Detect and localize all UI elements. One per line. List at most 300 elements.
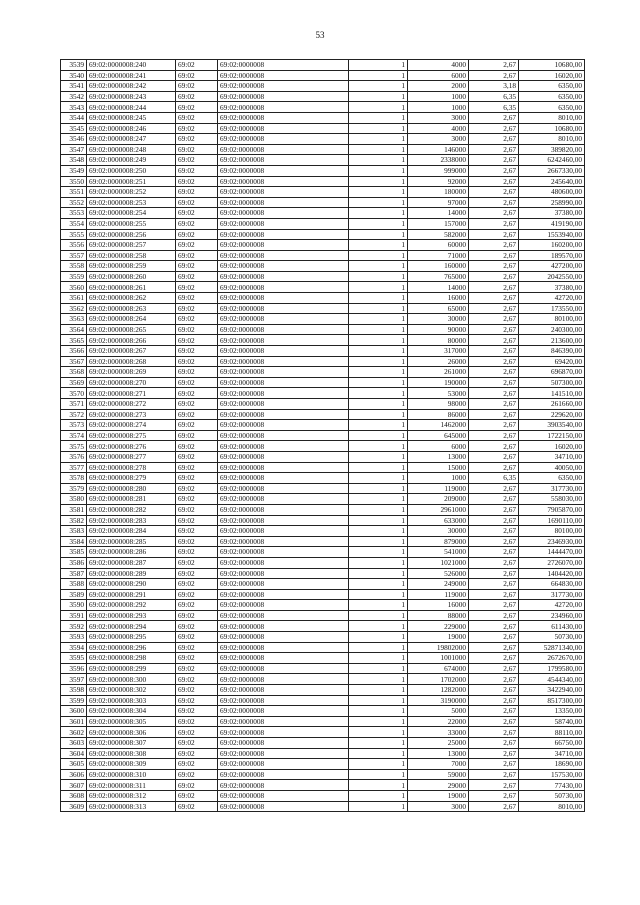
cadastral-value-cell: 696870,00 xyxy=(519,367,585,378)
row-number-cell: 3600 xyxy=(61,706,87,717)
district-code-cell: 69:02 xyxy=(176,674,218,685)
cadastral-value-cell: 480600,00 xyxy=(519,187,585,198)
quarter-number-cell: 69:02:0000008 xyxy=(218,229,349,240)
quarter-number-cell: 69:02:0000008 xyxy=(218,102,349,113)
area-cell: 19000 xyxy=(408,632,469,643)
table-row xyxy=(61,356,585,367)
district-code-cell: 69:02 xyxy=(176,515,218,526)
quarter-number-cell: 69:02:0000008 xyxy=(218,314,349,325)
count-cell: 1 xyxy=(349,282,408,293)
specific-value-cell: 2,67 xyxy=(469,568,519,579)
cadastral-number-cell: 69:02:0000008:245 xyxy=(87,112,176,123)
cadastral-number-cell: 69:02:0000008:308 xyxy=(87,748,176,759)
table-row xyxy=(61,441,585,452)
count-cell: 1 xyxy=(349,102,408,113)
cadastral-number-cell: 69:02:0000008:250 xyxy=(87,165,176,176)
specific-value-cell: 2,67 xyxy=(469,621,519,632)
district-code-cell: 69:02 xyxy=(176,367,218,378)
cadastral-number-cell: 69:02:0000008:262 xyxy=(87,293,176,304)
cadastral-value-cell: 4544340,00 xyxy=(519,674,585,685)
cadastral-number-cell: 69:02:0000008:243 xyxy=(87,91,176,102)
area-cell: 2000 xyxy=(408,81,469,92)
count-cell: 1 xyxy=(349,515,408,526)
quarter-number-cell: 69:02:0000008 xyxy=(218,91,349,102)
specific-value-cell: 2,67 xyxy=(469,165,519,176)
area-cell: 65000 xyxy=(408,303,469,314)
quarter-number-cell: 69:02:0000008 xyxy=(218,261,349,272)
area-cell: 86000 xyxy=(408,409,469,420)
page-number: 53 xyxy=(315,30,325,40)
district-code-cell: 69:02 xyxy=(176,303,218,314)
count-cell: 1 xyxy=(349,727,408,738)
specific-value-cell: 2,67 xyxy=(469,462,519,473)
quarter-number-cell: 69:02:0000008 xyxy=(218,621,349,632)
cadastral-number-cell: 69:02:0000008:241 xyxy=(87,70,176,81)
area-cell: 90000 xyxy=(408,324,469,335)
cadastral-value-cell: 42720,00 xyxy=(519,600,585,611)
cadastral-value-cell: 664830,00 xyxy=(519,579,585,590)
quarter-number-cell: 69:02:0000008 xyxy=(218,801,349,812)
specific-value-cell: 2,67 xyxy=(469,600,519,611)
cadastral-number-cell: 69:02:0000008:261 xyxy=(87,282,176,293)
district-code-cell: 69:02 xyxy=(176,240,218,251)
cadastral-value-cell: 6242460,00 xyxy=(519,155,585,166)
quarter-number-cell: 69:02:0000008 xyxy=(218,706,349,717)
area-cell: 13000 xyxy=(408,748,469,759)
area-cell: 2961000 xyxy=(408,504,469,515)
cadastral-number-cell: 69:02:0000008:310 xyxy=(87,769,176,780)
table-row xyxy=(61,144,585,155)
row-number-cell: 3595 xyxy=(61,653,87,664)
count-cell: 1 xyxy=(349,780,408,791)
area-cell: 16000 xyxy=(408,600,469,611)
specific-value-cell: 2,67 xyxy=(469,303,519,314)
quarter-number-cell: 69:02:0000008 xyxy=(218,356,349,367)
district-code-cell: 69:02 xyxy=(176,91,218,102)
area-cell: 146000 xyxy=(408,144,469,155)
specific-value-cell: 2,67 xyxy=(469,409,519,420)
cadastral-value-cell: 240300,00 xyxy=(519,324,585,335)
area-cell: 4000 xyxy=(408,123,469,134)
count-cell: 1 xyxy=(349,91,408,102)
cadastral-number-cell: 69:02:0000008:305 xyxy=(87,716,176,727)
row-number-cell: 3607 xyxy=(61,780,87,791)
specific-value-cell: 2,67 xyxy=(469,123,519,134)
district-code-cell: 69:02 xyxy=(176,451,218,462)
quarter-number-cell: 69:02:0000008 xyxy=(218,632,349,643)
specific-value-cell: 6,35 xyxy=(469,102,519,113)
cadastral-number-cell: 69:02:0000008:266 xyxy=(87,335,176,346)
cadastral-value-cell: 16020,00 xyxy=(519,70,585,81)
cadastral-number-cell: 69:02:0000008:255 xyxy=(87,218,176,229)
area-cell: 249000 xyxy=(408,579,469,590)
specific-value-cell: 2,67 xyxy=(469,579,519,590)
specific-value-cell: 2,67 xyxy=(469,441,519,452)
row-number-cell: 3564 xyxy=(61,324,87,335)
area-cell: 180000 xyxy=(408,187,469,198)
district-code-cell: 69:02 xyxy=(176,430,218,441)
cadastral-number-cell: 69:02:0000008:247 xyxy=(87,134,176,145)
table-row xyxy=(61,430,585,441)
area-cell: 59000 xyxy=(408,769,469,780)
district-code-cell: 69:02 xyxy=(176,738,218,749)
cadastral-value-cell: 389820,00 xyxy=(519,144,585,155)
district-code-cell: 69:02 xyxy=(176,420,218,431)
specific-value-cell: 2,67 xyxy=(469,430,519,441)
table-row xyxy=(61,240,585,251)
cadastral-value-cell: 50730,00 xyxy=(519,790,585,801)
quarter-number-cell: 69:02:0000008 xyxy=(218,399,349,410)
row-number-cell: 3571 xyxy=(61,399,87,410)
table-row xyxy=(61,261,585,272)
count-cell: 1 xyxy=(349,399,408,410)
cadastral-number-cell: 69:02:0000008:292 xyxy=(87,600,176,611)
table-row xyxy=(61,695,585,706)
district-code-cell: 69:02 xyxy=(176,409,218,420)
district-code-cell: 69:02 xyxy=(176,70,218,81)
count-cell: 1 xyxy=(349,473,408,484)
cadastral-value-cell: 1722150,00 xyxy=(519,430,585,441)
cadastral-number-cell: 69:02:0000008:295 xyxy=(87,632,176,643)
cadastral-number-cell: 69:02:0000008:271 xyxy=(87,388,176,399)
cadastral-number-cell: 69:02:0000008:298 xyxy=(87,653,176,664)
cadastral-number-cell: 69:02:0000008:277 xyxy=(87,451,176,462)
count-cell: 1 xyxy=(349,346,408,357)
count-cell: 1 xyxy=(349,176,408,187)
row-number-cell: 3608 xyxy=(61,790,87,801)
table-row xyxy=(61,123,585,134)
table-row xyxy=(61,102,585,113)
count-cell: 1 xyxy=(349,123,408,134)
cadastral-number-cell: 69:02:0000008:294 xyxy=(87,621,176,632)
area-cell: 317000 xyxy=(408,346,469,357)
table-row xyxy=(61,399,585,410)
quarter-number-cell: 69:02:0000008 xyxy=(218,610,349,621)
specific-value-cell: 2,67 xyxy=(469,197,519,208)
district-code-cell: 69:02 xyxy=(176,536,218,547)
area-cell: 60000 xyxy=(408,240,469,251)
district-code-cell: 69:02 xyxy=(176,589,218,600)
cadastral-value-cell: 1553940,00 xyxy=(519,229,585,240)
area-cell: 119000 xyxy=(408,589,469,600)
row-number-cell: 3597 xyxy=(61,674,87,685)
cadastral-value-cell: 42720,00 xyxy=(519,293,585,304)
cadastral-value-cell: 229620,00 xyxy=(519,409,585,420)
count-cell: 1 xyxy=(349,81,408,92)
cadastral-number-cell: 69:02:0000008:296 xyxy=(87,642,176,653)
cadastral-number-cell: 69:02:0000008:276 xyxy=(87,441,176,452)
row-number-cell: 3540 xyxy=(61,70,87,81)
table-row xyxy=(61,706,585,717)
quarter-number-cell: 69:02:0000008 xyxy=(218,346,349,357)
area-cell: 1000 xyxy=(408,91,469,102)
district-code-cell: 69:02 xyxy=(176,790,218,801)
row-number-cell: 3548 xyxy=(61,155,87,166)
row-number-cell: 3580 xyxy=(61,494,87,505)
table-row xyxy=(61,335,585,346)
table-row xyxy=(61,346,585,357)
cadastral-number-cell: 69:02:0000008:268 xyxy=(87,356,176,367)
district-code-cell: 69:02 xyxy=(176,112,218,123)
cadastral-value-cell: 157530,00 xyxy=(519,769,585,780)
area-cell: 30000 xyxy=(408,314,469,325)
cadastral-value-cell: 69420,00 xyxy=(519,356,585,367)
district-code-cell: 69:02 xyxy=(176,610,218,621)
table-row xyxy=(61,462,585,473)
district-code-cell: 69:02 xyxy=(176,494,218,505)
cadastral-number-cell: 69:02:0000008:284 xyxy=(87,526,176,537)
district-code-cell: 69:02 xyxy=(176,123,218,134)
count-cell: 1 xyxy=(349,441,408,452)
cadastral-number-cell: 69:02:0000008:285 xyxy=(87,536,176,547)
row-number-cell: 3570 xyxy=(61,388,87,399)
cadastral-value-cell: 6350,00 xyxy=(519,473,585,484)
cadastral-value-cell: 6350,00 xyxy=(519,102,585,113)
row-number-cell: 3572 xyxy=(61,409,87,420)
cadastral-value-cell: 173550,00 xyxy=(519,303,585,314)
specific-value-cell: 2,67 xyxy=(469,250,519,261)
district-code-cell: 69:02 xyxy=(176,441,218,452)
count-cell: 1 xyxy=(349,165,408,176)
table-row xyxy=(61,293,585,304)
cadastral-value-cell: 245640,00 xyxy=(519,176,585,187)
district-code-cell: 69:02 xyxy=(176,557,218,568)
specific-value-cell: 2,67 xyxy=(469,674,519,685)
district-code-cell: 69:02 xyxy=(176,165,218,176)
table-row xyxy=(61,303,585,314)
cadastral-value-cell: 8010,00 xyxy=(519,134,585,145)
table-row xyxy=(61,589,585,600)
row-number-cell: 3578 xyxy=(61,473,87,484)
area-cell: 879000 xyxy=(408,536,469,547)
quarter-number-cell: 69:02:0000008 xyxy=(218,504,349,515)
quarter-number-cell: 69:02:0000008 xyxy=(218,790,349,801)
row-number-cell: 3604 xyxy=(61,748,87,759)
district-code-cell: 69:02 xyxy=(176,462,218,473)
count-cell: 1 xyxy=(349,653,408,664)
district-code-cell: 69:02 xyxy=(176,801,218,812)
cadastral-value-cell: 213600,00 xyxy=(519,335,585,346)
row-number-cell: 3539 xyxy=(61,60,87,71)
cadastral-number-cell: 69:02:0000008:259 xyxy=(87,261,176,272)
cadastral-number-cell: 69:02:0000008:244 xyxy=(87,102,176,113)
area-cell: 999000 xyxy=(408,165,469,176)
area-cell: 3190000 xyxy=(408,695,469,706)
district-code-cell: 69:02 xyxy=(176,727,218,738)
specific-value-cell: 2,67 xyxy=(469,176,519,187)
district-code-cell: 69:02 xyxy=(176,60,218,71)
area-cell: 541000 xyxy=(408,547,469,558)
quarter-number-cell: 69:02:0000008 xyxy=(218,218,349,229)
cadastral-number-cell: 69:02:0000008:287 xyxy=(87,557,176,568)
cadastral-value-cell: 2042550,00 xyxy=(519,271,585,282)
district-code-cell: 69:02 xyxy=(176,324,218,335)
table-row xyxy=(61,557,585,568)
cadastral-value-cell: 419190,00 xyxy=(519,218,585,229)
quarter-number-cell: 69:02:0000008 xyxy=(218,642,349,653)
count-cell: 1 xyxy=(349,568,408,579)
district-code-cell: 69:02 xyxy=(176,504,218,515)
area-cell: 119000 xyxy=(408,483,469,494)
count-cell: 1 xyxy=(349,716,408,727)
row-number-cell: 3567 xyxy=(61,356,87,367)
count-cell: 1 xyxy=(349,229,408,240)
table-row xyxy=(61,748,585,759)
cadastral-number-cell: 69:02:0000008:273 xyxy=(87,409,176,420)
district-code-cell: 69:02 xyxy=(176,663,218,674)
area-cell: 1000 xyxy=(408,102,469,113)
specific-value-cell: 2,67 xyxy=(469,420,519,431)
specific-value-cell: 2,67 xyxy=(469,642,519,653)
count-cell: 1 xyxy=(349,589,408,600)
area-cell: 674000 xyxy=(408,663,469,674)
row-number-cell: 3598 xyxy=(61,685,87,696)
specific-value-cell: 6,35 xyxy=(469,91,519,102)
quarter-number-cell: 69:02:0000008 xyxy=(218,780,349,791)
cadastral-number-cell: 69:02:0000008:264 xyxy=(87,314,176,325)
count-cell: 1 xyxy=(349,695,408,706)
quarter-number-cell: 69:02:0000008 xyxy=(218,293,349,304)
area-cell: 26000 xyxy=(408,356,469,367)
row-number-cell: 3593 xyxy=(61,632,87,643)
row-number-cell: 3605 xyxy=(61,759,87,770)
cadastral-value-cell: 258990,00 xyxy=(519,197,585,208)
cadastral-number-cell: 69:02:0000008:300 xyxy=(87,674,176,685)
count-cell: 1 xyxy=(349,388,408,399)
specific-value-cell: 2,67 xyxy=(469,451,519,462)
cadastral-value-cell: 1404420,00 xyxy=(519,568,585,579)
quarter-number-cell: 69:02:0000008 xyxy=(218,420,349,431)
cadastral-value-cell: 13350,00 xyxy=(519,706,585,717)
district-code-cell: 69:02 xyxy=(176,685,218,696)
specific-value-cell: 2,67 xyxy=(469,706,519,717)
area-cell: 1021000 xyxy=(408,557,469,568)
table-row xyxy=(61,60,585,71)
cadastral-value-cell: 80100,00 xyxy=(519,314,585,325)
area-cell: 5000 xyxy=(408,706,469,717)
cadastral-number-cell: 69:02:0000008:253 xyxy=(87,197,176,208)
row-number-cell: 3541 xyxy=(61,81,87,92)
cadastral-value-cell: 10680,00 xyxy=(519,60,585,71)
table-row xyxy=(61,377,585,388)
specific-value-cell: 2,67 xyxy=(469,504,519,515)
quarter-number-cell: 69:02:0000008 xyxy=(218,134,349,145)
table-row xyxy=(61,600,585,611)
count-cell: 1 xyxy=(349,377,408,388)
specific-value-cell: 2,67 xyxy=(469,547,519,558)
area-cell: 526000 xyxy=(408,568,469,579)
area-cell: 88000 xyxy=(408,610,469,621)
cadastral-value-cell: 234960,00 xyxy=(519,610,585,621)
row-number-cell: 3550 xyxy=(61,176,87,187)
specific-value-cell: 2,67 xyxy=(469,610,519,621)
area-cell: 2338000 xyxy=(408,155,469,166)
cadastral-number-cell: 69:02:0000008:304 xyxy=(87,706,176,717)
quarter-number-cell: 69:02:0000008 xyxy=(218,748,349,759)
specific-value-cell: 2,67 xyxy=(469,653,519,664)
table-row xyxy=(61,91,585,102)
quarter-number-cell: 69:02:0000008 xyxy=(218,473,349,484)
area-cell: 6000 xyxy=(408,441,469,452)
cadastral-value-cell: 427200,00 xyxy=(519,261,585,272)
count-cell: 1 xyxy=(349,335,408,346)
cadastral-value-cell: 37380,00 xyxy=(519,208,585,219)
table-row xyxy=(61,790,585,801)
quarter-number-cell: 69:02:0000008 xyxy=(218,568,349,579)
quarter-number-cell: 69:02:0000008 xyxy=(218,144,349,155)
cadastral-value-cell: 34710,00 xyxy=(519,748,585,759)
count-cell: 1 xyxy=(349,600,408,611)
area-cell: 4000 xyxy=(408,60,469,71)
cadastral-number-cell: 69:02:0000008:293 xyxy=(87,610,176,621)
row-number-cell: 3609 xyxy=(61,801,87,812)
cadastral-number-cell: 69:02:0000008:281 xyxy=(87,494,176,505)
row-number-cell: 3551 xyxy=(61,187,87,198)
count-cell: 1 xyxy=(349,60,408,71)
specific-value-cell: 2,67 xyxy=(469,632,519,643)
cadastral-number-cell: 69:02:0000008:313 xyxy=(87,801,176,812)
cadastral-value-cell: 77430,00 xyxy=(519,780,585,791)
area-cell: 160000 xyxy=(408,261,469,272)
district-code-cell: 69:02 xyxy=(176,759,218,770)
cadastral-number-cell: 69:02:0000008:280 xyxy=(87,483,176,494)
district-code-cell: 69:02 xyxy=(176,632,218,643)
specific-value-cell: 2,67 xyxy=(469,494,519,505)
row-number-cell: 3546 xyxy=(61,134,87,145)
district-code-cell: 69:02 xyxy=(176,155,218,166)
cadastral-value-cell: 8517300,00 xyxy=(519,695,585,706)
row-number-cell: 3585 xyxy=(61,547,87,558)
quarter-number-cell: 69:02:0000008 xyxy=(218,367,349,378)
row-number-cell: 3553 xyxy=(61,208,87,219)
count-cell: 1 xyxy=(349,642,408,653)
cadastral-number-cell: 69:02:0000008:246 xyxy=(87,123,176,134)
cadastral-value-cell: 2672670,00 xyxy=(519,653,585,664)
cadastral-value-cell: 1799580,00 xyxy=(519,663,585,674)
table-row xyxy=(61,727,585,738)
specific-value-cell: 2,67 xyxy=(469,229,519,240)
row-number-cell: 3582 xyxy=(61,515,87,526)
area-cell: 7000 xyxy=(408,759,469,770)
specific-value-cell: 2,67 xyxy=(469,483,519,494)
count-cell: 1 xyxy=(349,293,408,304)
table-row xyxy=(61,367,585,378)
cadastral-number-cell: 69:02:0000008:242 xyxy=(87,81,176,92)
cadastral-number-cell: 69:02:0000008:258 xyxy=(87,250,176,261)
specific-value-cell: 2,67 xyxy=(469,738,519,749)
count-cell: 1 xyxy=(349,621,408,632)
cadastral-value-cell: 8010,00 xyxy=(519,801,585,812)
table-row xyxy=(61,663,585,674)
area-cell: 261000 xyxy=(408,367,469,378)
quarter-number-cell: 69:02:0000008 xyxy=(218,483,349,494)
specific-value-cell: 2,67 xyxy=(469,388,519,399)
cadastral-value-cell: 3422940,00 xyxy=(519,685,585,696)
row-number-cell: 3602 xyxy=(61,727,87,738)
row-number-cell: 3563 xyxy=(61,314,87,325)
count-cell: 1 xyxy=(349,451,408,462)
quarter-number-cell: 69:02:0000008 xyxy=(218,377,349,388)
specific-value-cell: 2,67 xyxy=(469,695,519,706)
area-cell: 6000 xyxy=(408,70,469,81)
count-cell: 1 xyxy=(349,240,408,251)
count-cell: 1 xyxy=(349,685,408,696)
row-number-cell: 3569 xyxy=(61,377,87,388)
area-cell: 765000 xyxy=(408,271,469,282)
count-cell: 1 xyxy=(349,144,408,155)
row-number-cell: 3596 xyxy=(61,663,87,674)
count-cell: 1 xyxy=(349,356,408,367)
